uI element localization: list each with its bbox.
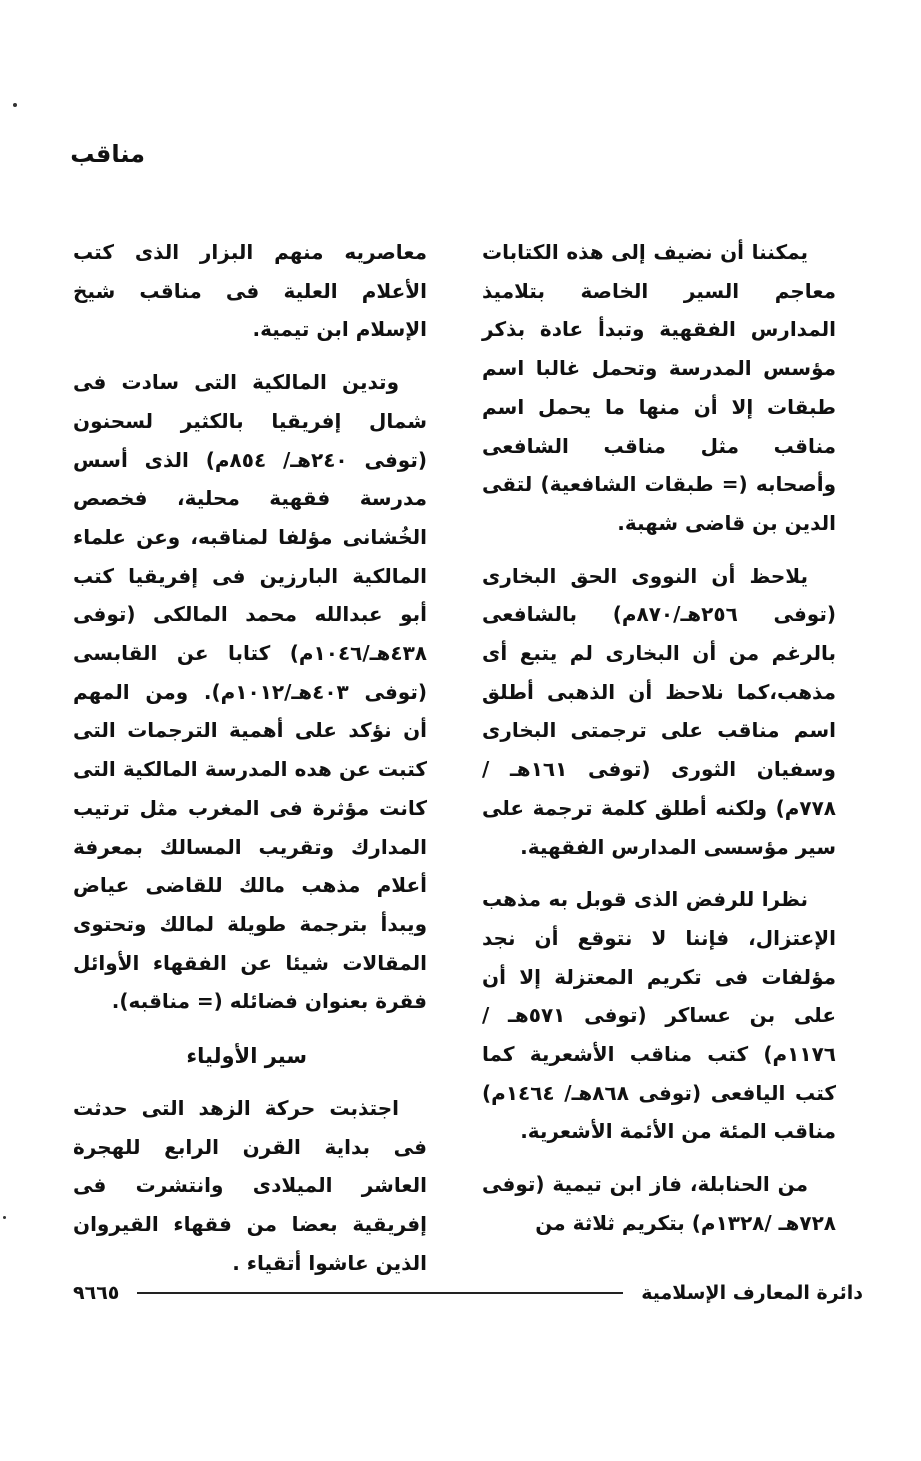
paragraph: معاصريه منهم البزار الذى كتب الأعلام العلية فى مناقب شيخ الإسلام ابن تيمية. <box>73 240 427 342</box>
footer-rule <box>137 1292 623 1294</box>
paragraph: يلاحظ أن النووى الحق البخارى (توفى ٢٥٦هـ/٨٧٠م) بالشافعى بالرغم من أن البخارى لم يتبع أى مذهب،كما نلاحظ أن الذهبى أطلق اسم مناقب على ترجمتى البخارى وسفيان الثورى (توفى ١٦١هـ / ٧٧٨م) ولكنه أطلق كلمة ترجمة على سير مؤسسى المدارس الفقهية. <box>482 563 836 859</box>
page-number: ٩٦٦٥ <box>73 1282 120 1304</box>
paragraph: وتدين المالكية التى سادت فى شمال إفريقيا بالكثير لسحنون (توفى ٢٤٠هـ/ ٨٥٤م) الذى أسس مدرسة فقهية محلية، فخصص الخُشانى مؤلفا لمناقبه، وعن علماء المالكية البارزين فى إفريقيا كتب أبو عبدالله محمد المالكى (توفى ٤٣٨هـ/١٠٤٦م) كتابا عن القابسى (توفى ٤٠٣هـ/١٠١٢م). ومن المهم أن نؤكد على أهمية الترجمات التى كتبت عن هده المدرسة المالكية التى كانت مؤثرة فى المغرب مثل ترتيب المدارك وتقريب المسالك بمعرفة أعلام مذهب مالك للقاضى عياض ويبدأ بترجمة طويلة لمالك وتحتوى المقالات شيئا عن الفقهاء الأوائل فقرة بعنوان فضائله (= مناقبه). <box>73 370 427 1014</box>
section-heading: سير الأولياء <box>186 1044 307 1069</box>
right-text-column <box>482 233 836 1257</box>
paragraph: يمكننا أن نضيف إلى هذه الكتابات معاجم السير الخاصة بتلاميذ المدارس الفقهية وتبدأ عادة بذكر مؤسس المدرسة وتحمل غالبا اسم طبقات إلا أن منها ما يحمل اسم مناقب مثل مناقب الشافعى وأصحابه (= طبقات الشافعية) لتقى الدين بن قاضى شهبة. <box>482 240 836 535</box>
page-header-title: مناقب <box>70 140 145 168</box>
scan-speck <box>3 1216 6 1219</box>
paragraph: من الحنابلة، فاز ابن تيمية (توفى ٧٢٨هـ /١٣٢٨م) بتكريم ثلاثة من <box>482 1172 836 1235</box>
paragraph: نظرا للرفض الذى قوبل به مذهب الإعتزال، فإننا لا نتوقع أن نجد مؤلفات فى تكريم المعتزلة إلا أن على بن عساكر (توفى ٥٧١هـ / ١١٧٦م) كتب مناقب الأشعرية كما كتب اليافعى (توفى ٨٦٨هـ/ ١٤٦٤م) مناقب المئة من الأئمة الأشعرية. <box>482 887 836 1144</box>
left-text-column <box>73 233 427 1297</box>
scan-speck <box>13 103 17 107</box>
paragraph: اجتذبت حركة الزهد التى حدثت فى بداية القرن الرابع للهجرة العاشر الميلادى وانتشرت فى إفريقية بعضا من فقهاء القيروان الذين عاشوا أتقياء . <box>73 1096 427 1275</box>
page-footer <box>73 1282 863 1304</box>
encyclopedia-name: دائرة المعارف الإسلامية <box>641 1282 863 1304</box>
